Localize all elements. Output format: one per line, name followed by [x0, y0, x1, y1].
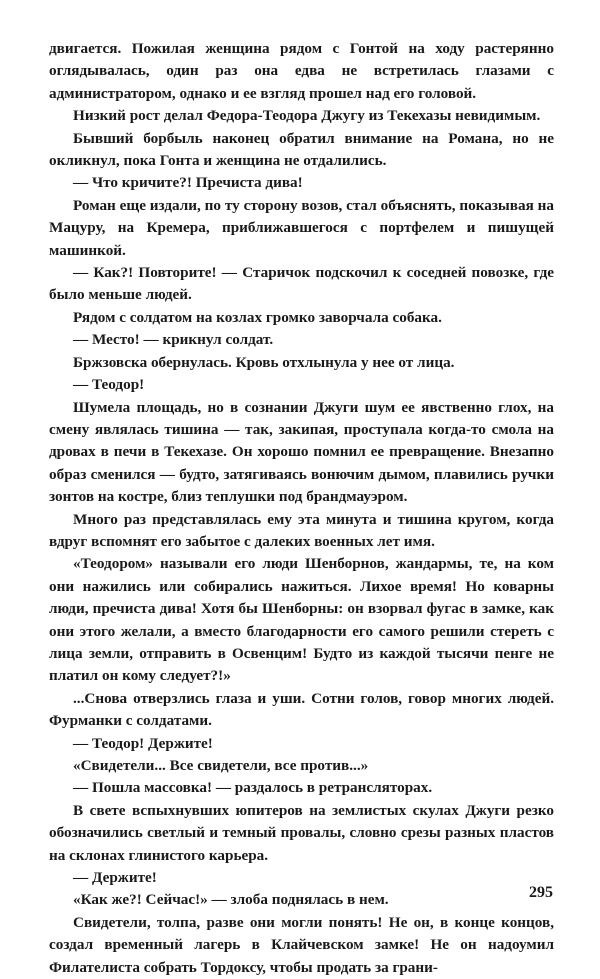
paragraph-12: Много раз представлялась ему эта минута и тишина кругом, когда вдруг вспомнят его забытое с далеких военных лет имя. — [49, 510, 554, 550]
paragraph-3: Бывший борбыль наконец обратил внимание на Романа, но не окликнул, пока Гонта и женщина не отдалились. — [49, 129, 554, 170]
paragraph-9: Бржзовска обернулась. Кровь отхлынула у нее от лица. — [73, 353, 455, 371]
paragraph-2: Низкий рост делал Федора-Теодора Джугу из Текехазы невидимым. — [73, 107, 541, 125]
paragraph-18: В свете вспыхнувших юпитеров на землистых скулах Джуги резко обозначились светлый и темный провалы, словно срезы разных пластов на склонах глинистого карьера. — [49, 801, 554, 864]
paragraph-5: Роман еще издали, по ту сторону возов, стал объяснять, показывая на Мацуру, на Кремера, приближавшегося с портфелем и пишущей машинкой. — [49, 196, 554, 259]
page-number: 295 — [529, 884, 553, 901]
paragraph-8: — Место! — крикнул солдат. — [73, 331, 274, 349]
paragraph-11: Шумела площадь, но в сознании Джуги шум ее явственно глох, на смену являлась тишина — так, закипая, проступала когда-то смола на дровах в печи в Текехазе. Он хорошо помнил ее превращение. Внезапно образ сменился — будто, затягиваясь вонючим дымом, плавились ручки зонтов на костре, близ теплушки под брандмауэром. — [49, 398, 554, 506]
paragraph-4: — Что кричите?! Пречиста дива! — [73, 174, 303, 192]
paragraph-15: — Теодор! Держите! — [73, 734, 213, 752]
page-body — [49, 38, 554, 979]
paragraph-17: — Пошла массовка! — раздалось в ретрансляторах. — [73, 779, 433, 797]
paragraph-7: Рядом с солдатом на козлах громко заворчала собака. — [73, 308, 442, 326]
paragraph-14: ...Снова отверзлись глаза и уши. Сотни голов, говор многих людей. Фурманки с солдатами. — [49, 689, 554, 730]
paragraph-10: — Теодор! — [73, 376, 145, 394]
paragraph-6: — Как?! Повторите! — Старичок подскочил к соседней повозке, где было меньше людей. — [49, 264, 554, 304]
paragraph-21: Свидетели, толпа, разве они могли понять! Не он, в конце концов, создал временный лагерь в Клайчевском замке! Не он надоумил Филателиста собрать Тордоксу, чтобы продать за грани- — [49, 913, 554, 976]
paragraph-19: — Держите! — [73, 869, 157, 887]
paragraph-16: «Свидетели... Все свидетели, все против...» — [73, 757, 369, 774]
paragraph-20: «Как же?! Сейчас!» — злоба поднялась в нем. — [73, 891, 389, 909]
paragraph-1: двигается. Пожилая женщина рядом с Гонтой на ходу растерянно оглядывалась, один раз она едва не встретилась глазами с администратором, однако и ее взгляд прошел над его головой. — [49, 40, 554, 102]
paragraph-13: «Теодором» называли его люди Шенборнов, жандармы, те, на ком они нажились или собирались нажиться. Лихое время! Но коварны люди, пречиста дива! Хотя бы Шенборны: он взорвал фугас в замке, как они этого желали, а вместо благодарности его самого решили стереть с лица земли, отправить в Освенцим! Будто из каждой тысячи пенге не платил он кому следует?!» — [49, 555, 554, 685]
